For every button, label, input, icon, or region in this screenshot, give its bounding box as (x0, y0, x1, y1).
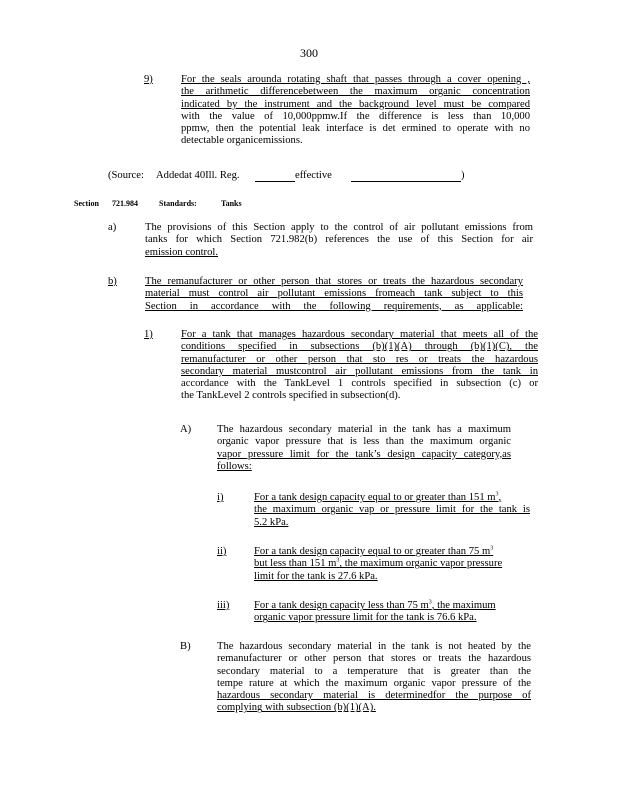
source-blank-2 (351, 181, 461, 182)
source-effective: effective (295, 170, 332, 181)
para-b1-line: accordance with the TankLevel 1 controls specified in subsection (c) or (181, 378, 538, 390)
para-ii-label: ii) (217, 546, 227, 557)
para-a-line: emission control. (145, 246, 218, 258)
para-b1-line: For a tank that manages hazardous secondary material that meets all of the (181, 329, 538, 340)
para-iii-line1a: For a tank design capacity less than 75 m (254, 600, 429, 611)
para-iii-text (254, 600, 530, 625)
para-B-line: remanufacturer or other person that stores or treats the hazardous (217, 653, 531, 665)
para-b1-line: the TankLevel 2 controls specified in subsection(d). (181, 390, 401, 402)
para-A-line: follows: (217, 460, 252, 472)
para-i-line1: For a tank design capacity equal to or greater than 151 m (254, 492, 496, 503)
para-i-line: the maximum organic vap or pressure limit for the tank is (254, 504, 530, 516)
para-ii-line1: For a tank design capacity equal to or greater than 75 m (254, 546, 491, 557)
para-B-line: complying with subsection (b)(1)(A). (217, 702, 376, 714)
section-title: Tanks (221, 199, 242, 208)
para-i-line: 5.2 kPa. (254, 516, 289, 528)
para-a-line: The provisions of this Section apply to the control of air pollutant emissions from (145, 222, 533, 233)
para-ii-line: limit for the tank is 27.6 kPa. (254, 570, 378, 582)
section-word: Section (74, 199, 99, 208)
item-9-line: the arithmetic differencebetween the maximum organic concentration (181, 86, 530, 98)
para-ii-sup: 3 (490, 545, 494, 552)
para-A-line: organic vapor pressure that is less than the maximum organic (217, 436, 511, 448)
item-9-line: ppmw, then the potential leak interface is det ermined to operate with no (181, 123, 530, 135)
para-a-text (145, 222, 533, 259)
item-9-line: indicated by the instrument and the background level must be compared (181, 98, 530, 110)
para-A-label: A) (180, 424, 192, 435)
para-B-line: hazardous secondary material is determinedfor the purpose of (217, 690, 531, 702)
item-9-line: For the seals arounda rotating shaft that passes through a cover opening , (181, 74, 530, 85)
para-b1-line: remanufacturer or other person that sto res or treats the hazardous (181, 353, 538, 365)
para-iii-line: organic vapor pressure limit for the tank is 76.6 kPa. (254, 612, 477, 624)
para-b-line: Section in accordance with the following requirements, as applicable: (145, 300, 523, 312)
para-A-line: vapor pressure limit for the tank’s design capacity category,as (217, 448, 511, 460)
section-number: 721.984 (112, 199, 138, 208)
para-b-label: b) (108, 276, 117, 287)
section-standards: Standards: (159, 199, 197, 208)
source-close: ) (461, 170, 465, 181)
para-A-line: The hazardous secondary material in the tank has a maximum (217, 424, 511, 435)
para-i-label: i) (217, 492, 224, 503)
item-9-label: 9) (144, 74, 153, 85)
source-reg: Addedat 40Ill. Reg. (156, 170, 240, 181)
para-i-text (254, 492, 530, 529)
para-b1-text (181, 329, 538, 403)
para-A-text (217, 424, 511, 473)
para-ii-line (254, 558, 534, 570)
source-blank-1 (255, 181, 295, 182)
para-iii-sup: 3 (428, 599, 432, 606)
para-iii-line (254, 600, 530, 612)
para-iii-line1b: , the maximum (431, 600, 496, 611)
para-B-text (217, 641, 531, 715)
para-ii-line2a: but less than 151 m (254, 558, 337, 570)
section-header (74, 198, 274, 210)
para-i-line (254, 492, 530, 504)
source-prefix: (Source: (108, 170, 144, 181)
para-B-line: The hazardous secondary material in the tank is not heated by the (217, 641, 531, 652)
para-a-line: tanks for which Section 721.982(b) references the use of this Section for air (145, 234, 533, 246)
item-9-text (181, 74, 530, 148)
source-note (108, 170, 528, 184)
para-i-comma: , (498, 492, 502, 503)
para-ii-line (254, 546, 534, 558)
para-a-label: a) (108, 222, 117, 233)
para-iii-label: iii) (217, 600, 230, 611)
para-b-text (145, 276, 523, 313)
item-9-line: with the value of 10,000ppmw.If the difference is less than 10,000 (181, 110, 530, 122)
page-number: 300 (300, 46, 318, 60)
para-ii-text (254, 546, 534, 583)
para-ii-line2b: , the maximum organic vapor pressure (339, 558, 503, 570)
para-B-line: tempe rature at which the maximum organic vapor pressure of the (217, 677, 531, 689)
para-b1-line: conditions specified in subsections (b)(1)(A) through (b)(1)(C), the (181, 341, 538, 353)
para-b1-label: 1) (144, 329, 153, 340)
para-b-line: material must control air pollutant emissions fromeach tank subject to this (145, 288, 523, 300)
para-i-sup: 3 (495, 491, 499, 498)
item-9-line: detectable organicemissions. (181, 135, 303, 147)
para-B-label: B) (180, 641, 191, 652)
para-b-line: The remanufacturer or other person that stores or treats the hazardous secondary (145, 276, 523, 287)
para-B-line: secondary material to a temperature that is greater than the (217, 665, 531, 677)
para-b1-line: secondary material mustcontrol air pollutant emissions from the tank in (181, 365, 538, 377)
para-ii-sup2: 3 (336, 557, 340, 564)
